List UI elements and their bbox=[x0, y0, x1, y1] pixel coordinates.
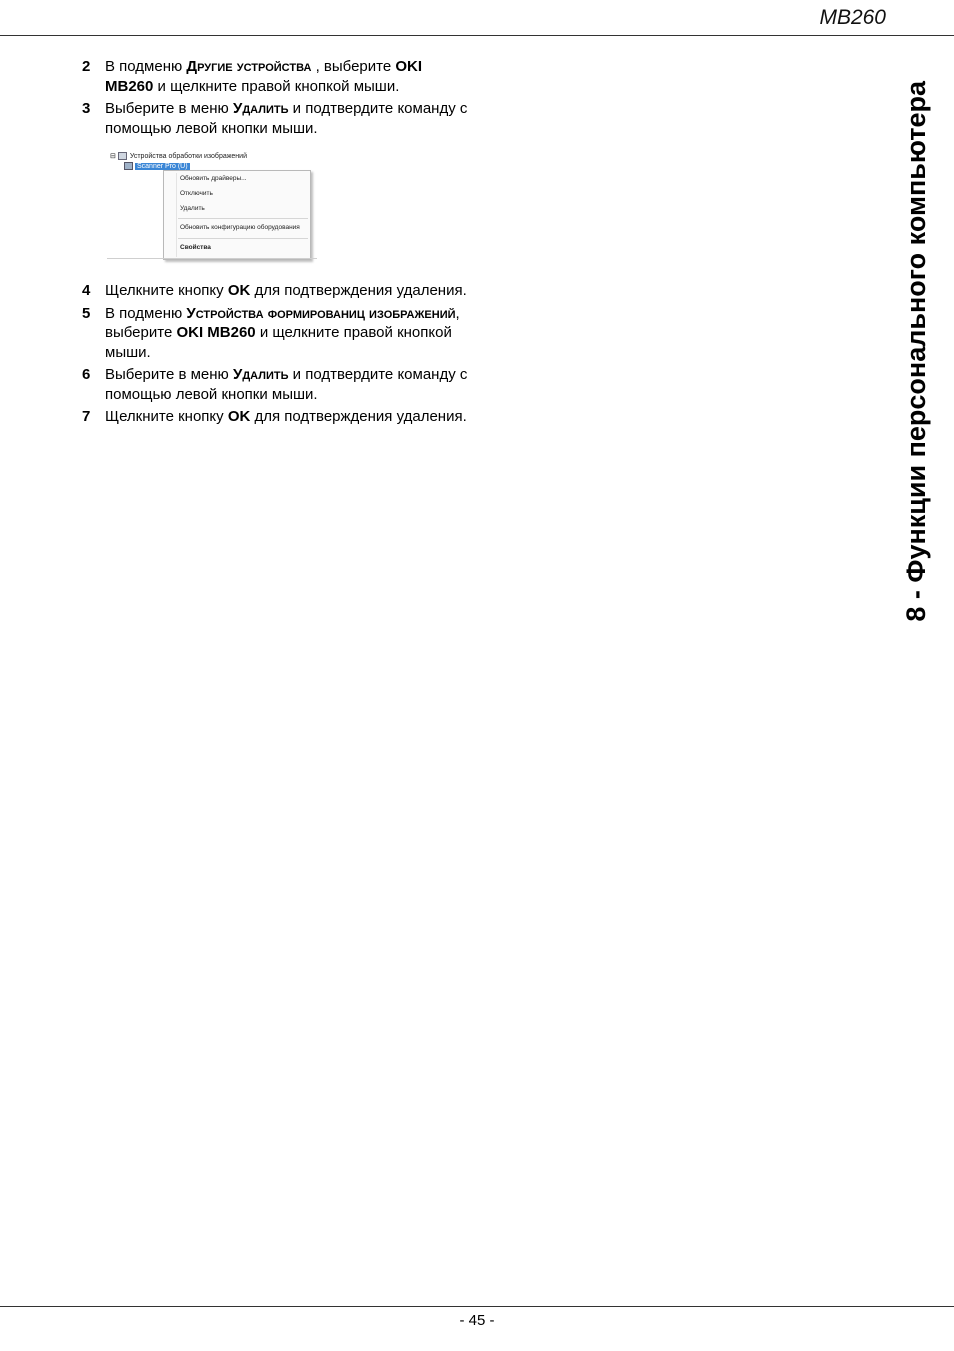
step-4 bbox=[82, 281, 472, 301]
step-2 bbox=[82, 57, 472, 96]
steps-list bbox=[82, 57, 472, 430]
tree-selected-node bbox=[124, 162, 190, 170]
tree-selected-label: Scanner Pro (U) bbox=[137, 162, 188, 170]
chapter-title-text: 8 - Функции персонального компьютера bbox=[900, 80, 931, 622]
context-menu bbox=[163, 170, 311, 260]
menu-item-disable: Отключить bbox=[180, 190, 213, 197]
tree-parent-label: Устройства обработки изображений bbox=[129, 152, 247, 160]
step-text: Щелкните кнопку OK для подтверждения удаления. bbox=[105, 282, 467, 299]
step-number: 3 bbox=[82, 100, 91, 117]
page-number: - 45 - bbox=[459, 1312, 495, 1329]
step-number: 2 bbox=[82, 58, 91, 75]
step-text: Выберите в меню Удалить и подтвердите команду с помощью левой кнопки мыши. bbox=[105, 366, 468, 403]
step-5 bbox=[82, 304, 472, 363]
menu-item-uninstall: Удалить bbox=[180, 205, 205, 212]
step-7 bbox=[82, 407, 472, 427]
step-number: 6 bbox=[82, 366, 91, 383]
step-number: 5 bbox=[82, 304, 91, 322]
device-manager-screenshot bbox=[107, 152, 317, 264]
step-3 bbox=[82, 99, 472, 138]
step-text: В подменю Устройства формированиц изображений, выберите OKI MB260 и щелкните правой кнопкой мыши. bbox=[105, 304, 460, 361]
menu-item-scan-hardware: Обновить конфигурацию оборудования bbox=[180, 224, 300, 231]
menu-separator bbox=[178, 218, 308, 219]
step-text: Выберите в меню Удалить и подтвердите команду с помощью левой кнопки мыши. bbox=[105, 100, 468, 137]
step-6 bbox=[82, 365, 472, 404]
header-rule bbox=[0, 35, 954, 36]
step-text: Щелкните кнопку OK для подтверждения удаления. bbox=[105, 408, 467, 425]
step-number: 4 bbox=[82, 282, 91, 299]
menu-separator bbox=[178, 238, 308, 239]
step-text: В подменю Другие устройства , выберите OKI MB260 и щелкните правой кнопкой мыши. bbox=[105, 58, 423, 95]
menu-item-update-drivers: Обновить драйверы... bbox=[180, 175, 247, 182]
scanner-icon bbox=[124, 162, 133, 170]
imaging-devices-icon bbox=[118, 152, 127, 160]
tree-parent-node: ⊟ Устройства обработки изображений bbox=[110, 152, 247, 160]
model-name: MB260 bbox=[819, 6, 886, 29]
footer-rule bbox=[0, 1306, 954, 1307]
step-number: 7 bbox=[82, 408, 91, 425]
chapter-side-title bbox=[896, 60, 936, 642]
menu-item-properties: Свойства bbox=[180, 244, 211, 251]
